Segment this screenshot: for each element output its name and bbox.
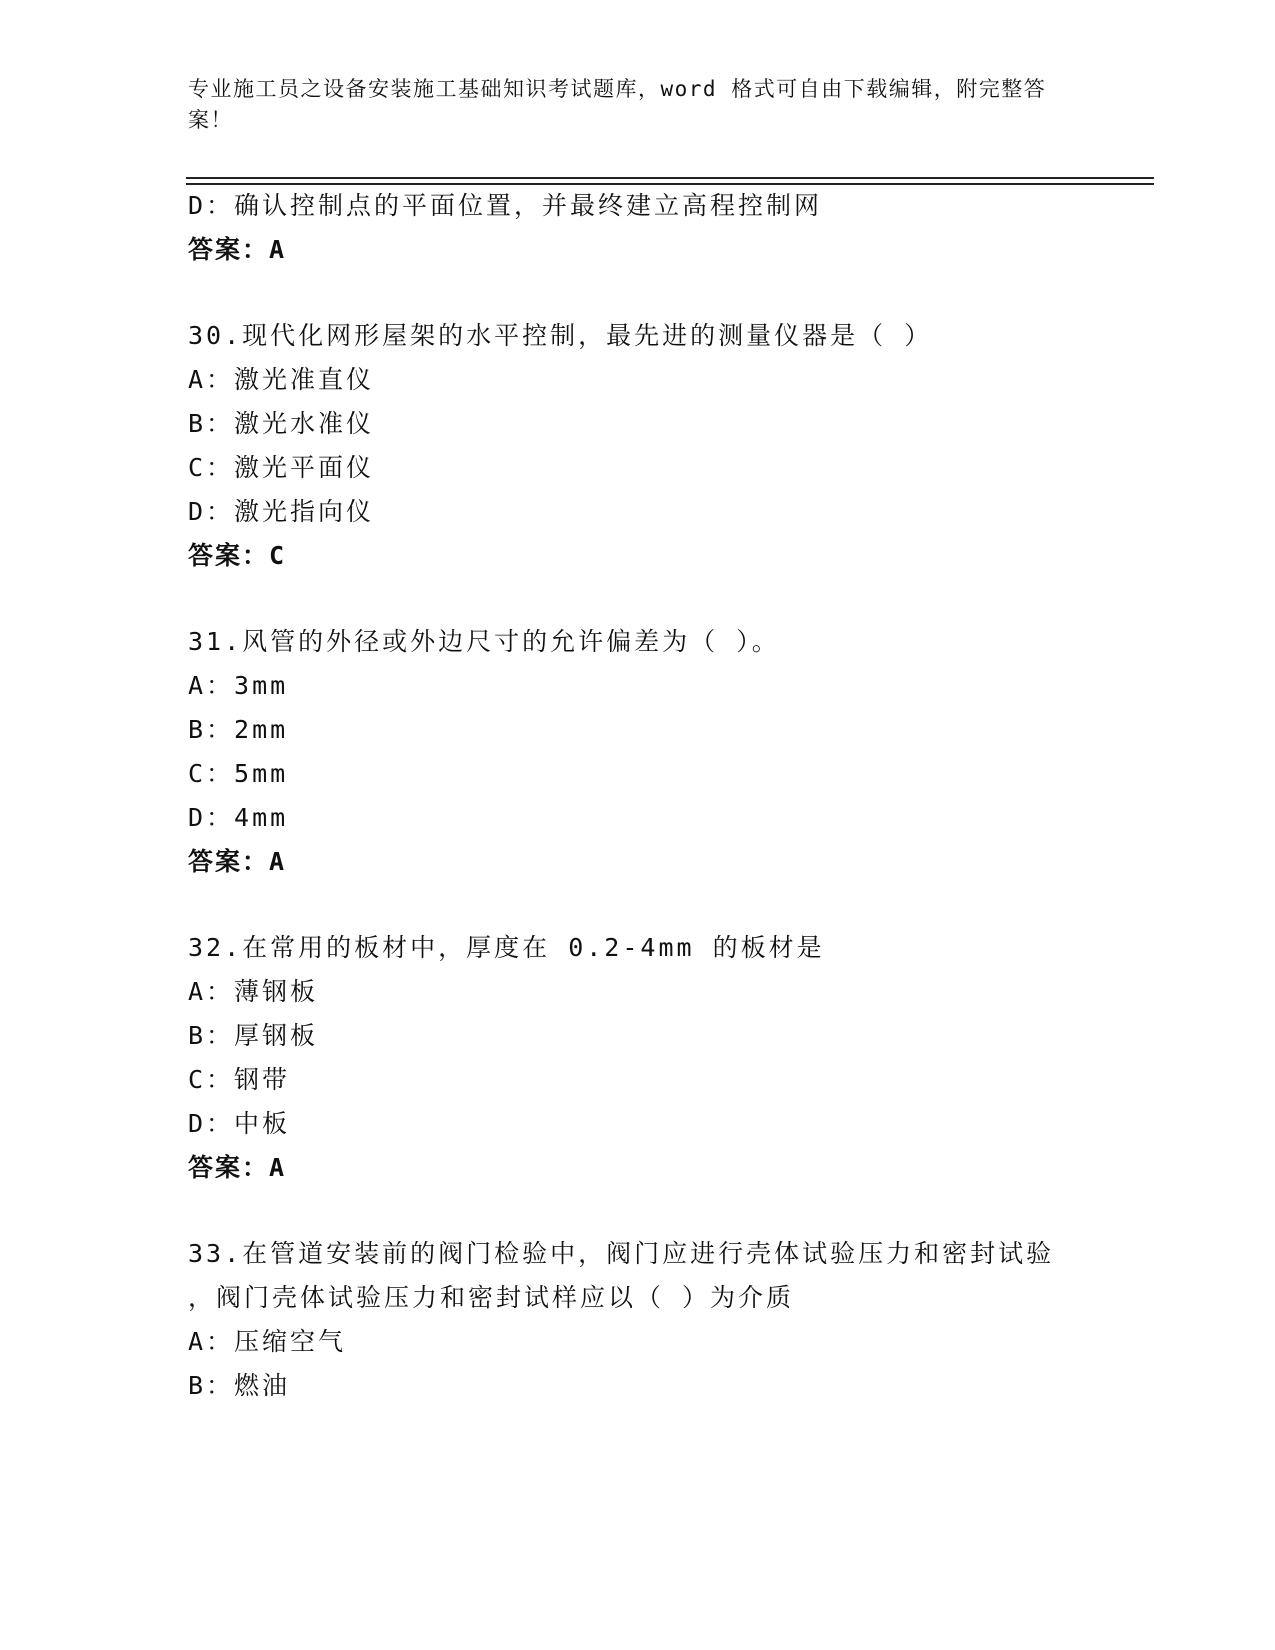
question-31-option-d: D：4mm — [188, 803, 289, 832]
question-30-option-d: D：激光指向仪 — [188, 497, 375, 526]
header-divider-bottom — [186, 183, 1154, 185]
question-30-option-c: C：激光平面仪 — [188, 453, 375, 482]
question-31-option-a: A：3mm — [188, 671, 289, 700]
question-30-stem: 30.现代化网形屋架的水平控制，最先进的测量仪器是（ ） — [188, 321, 933, 350]
question-31-option-b: B：2mm — [188, 715, 289, 744]
question-33-stem-line-1: 33.在管道安装前的阀门检验中，阀门应进行壳体试验压力和密封试验 — [188, 1239, 1055, 1268]
question-30-option-a: A：激光准直仪 — [188, 365, 375, 394]
question-29-option-d: D：确认控制点的平面位置，并最终建立高程控制网 — [188, 191, 823, 220]
document-header: 专业施工员之设备安装施工基础知识考试题库，word 格式可自由下载编辑，附完整答案！ — [188, 77, 1047, 132]
question-33-option-a: A：压缩空气 — [188, 1327, 347, 1356]
question-31-option-c: C：5mm — [188, 759, 289, 788]
question-33-stem-line-2: ，阀门壳体试验压力和密封试样应以（ ）为介质 — [188, 1283, 795, 1312]
question-32-stem: 32.在常用的板材中，厚度在 0.2-4mm 的板材是 — [188, 933, 825, 962]
question-32-option-c: C：钢带 — [188, 1065, 291, 1094]
question-32-option-d: D：中板 — [188, 1109, 291, 1138]
question-31-answer: 答案：A — [188, 847, 287, 876]
question-32-option-a: A：薄钢板 — [188, 977, 319, 1006]
question-31-stem: 31.风管的外径或外边尺寸的允许偏差为（ ）。 — [188, 627, 780, 656]
question-33-option-b: B：燃油 — [188, 1371, 291, 1400]
question-30-answer: 答案：C — [188, 541, 287, 570]
header-divider-top — [186, 177, 1154, 179]
question-32-option-b: B：厚钢板 — [188, 1021, 319, 1050]
question-32-answer: 答案：A — [188, 1153, 287, 1182]
question-30-option-b: B：激光水准仪 — [188, 409, 375, 438]
question-29-answer: 答案：A — [188, 235, 287, 264]
